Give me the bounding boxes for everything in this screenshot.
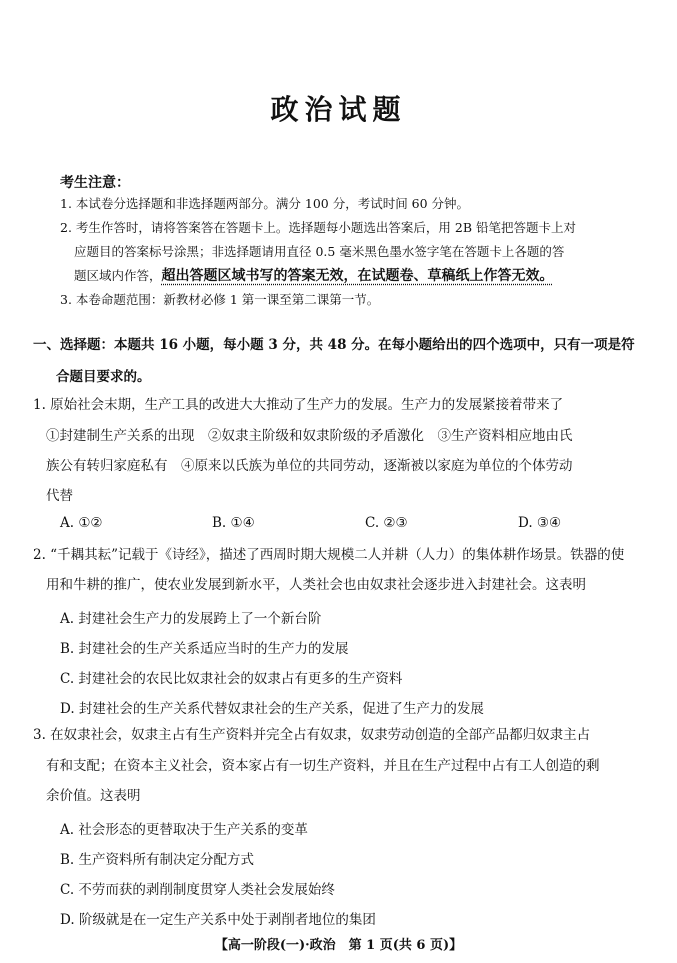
- q1-stem-line-4: 代替: [46, 488, 73, 504]
- q1-option-a: A. ①②: [60, 515, 103, 531]
- q3-stem-line-3: 余价值。这表明: [46, 788, 141, 804]
- q3-stem-line-2: 有和支配；在资本主义社会，资本家占有一切生产资料，并且在生产过程中占有工人创造的剩: [46, 758, 600, 774]
- notice-item-2-text: 题区域内作答，: [74, 268, 162, 283]
- section-heading-line-2: 合题目要求的。: [56, 369, 151, 385]
- q3-stem-line-1: 3. 在奴隶社会，奴隶主占有生产资料并完全占有奴隶，奴隶劳动创造的全部产品都归奴隶主占: [33, 727, 591, 743]
- notice-item-3: 3. 本卷命题范围：新教材必修 1 第一课至第二课第一节。: [60, 292, 380, 307]
- q1-stem-line-2: ①封建制生产关系的出现 ②奴隶主阶级和奴隶阶级的矛盾激化 ③生产资料相应地由氏: [46, 428, 573, 444]
- q3-option-a: A. 社会形态的更替取决于生产关系的变革: [60, 822, 308, 838]
- notice-heading: 考生注意：: [60, 175, 130, 191]
- notice-item-2-line-2: 应题目的答案标号涂黑；非选择题请用直径 0.5 毫米黑色墨水签字笔在答题卡上各题的答: [74, 244, 565, 259]
- notice-item-2-line-3: [60, 266, 664, 286]
- notice-warning: 超出答题区域书写的答案无效，在试题卷、草稿纸上作答无效。: [161, 268, 554, 284]
- q2-option-d: D. 封建社会的生产关系代替奴隶社会的生产关系，促进了生产力的发展: [60, 701, 484, 717]
- q1-option-d: D. ③④: [518, 515, 562, 531]
- q1-stem-line-3: 族公有转归家庭私有 ④原来以氏族为单位的共同劳动，逐渐被以家庭为单位的个体劳动: [46, 458, 573, 474]
- page-title: 政治试题: [270, 93, 407, 126]
- notice-item-2-line-1: 2. 考生作答时，请将答案答在答题卡上。选择题每小题选出答案后，用 2B 铅笔把答题卡上对: [60, 220, 576, 235]
- notice-item-1: 1. 本试卷分选择题和非选择题两部分。满分 100 分，考试时间 60 分钟。: [60, 196, 470, 211]
- q3-option-b: B. 生产资料所有制决定分配方式: [60, 852, 255, 868]
- q1-stem-line-1: 1. 原始社会末期，生产工具的改进大大推动了生产力的发展。生产力的发展紧接着带来了: [33, 397, 564, 413]
- q1-option-b: B. ①④: [212, 515, 255, 531]
- page-footer: 【高一阶段(一)·政治 第 1 页(共 6 页)】: [214, 938, 463, 953]
- section-heading-line-1: 一、选择题：本题共 16 小题，每小题 3 分，共 48 分。在每小题给出的四个选项中，只有一项是符: [33, 337, 635, 353]
- q2-option-b: B. 封建社会的生产关系适应当时的生产力的发展: [60, 641, 349, 657]
- q3-option-c: C. 不劳而获的剥削制度贯穿人类社会发展始终: [60, 882, 335, 898]
- q2-stem-line-2: 用和牛耕的推广，使农业发展到新水平，人类社会也由奴隶社会逐步进入封建社会。这表明: [46, 577, 586, 593]
- q3-option-d: D. 阶级就是在一定生产关系中处于剥削者地位的集团: [60, 912, 376, 928]
- q2-option-a: A. 封建社会生产力的发展跨上了一个新台阶: [60, 611, 322, 627]
- q2-stem-line-1: 2. “千耦其耘”记载于《诗经》，描述了西周时期大规模二人并耕（人力）的集体耕作场景。铁器的使: [33, 547, 625, 563]
- q2-option-c: C. 封建社会的农民比奴隶社会的奴隶占有更多的生产资料: [60, 671, 403, 687]
- q1-option-c: C. ②③: [365, 515, 408, 531]
